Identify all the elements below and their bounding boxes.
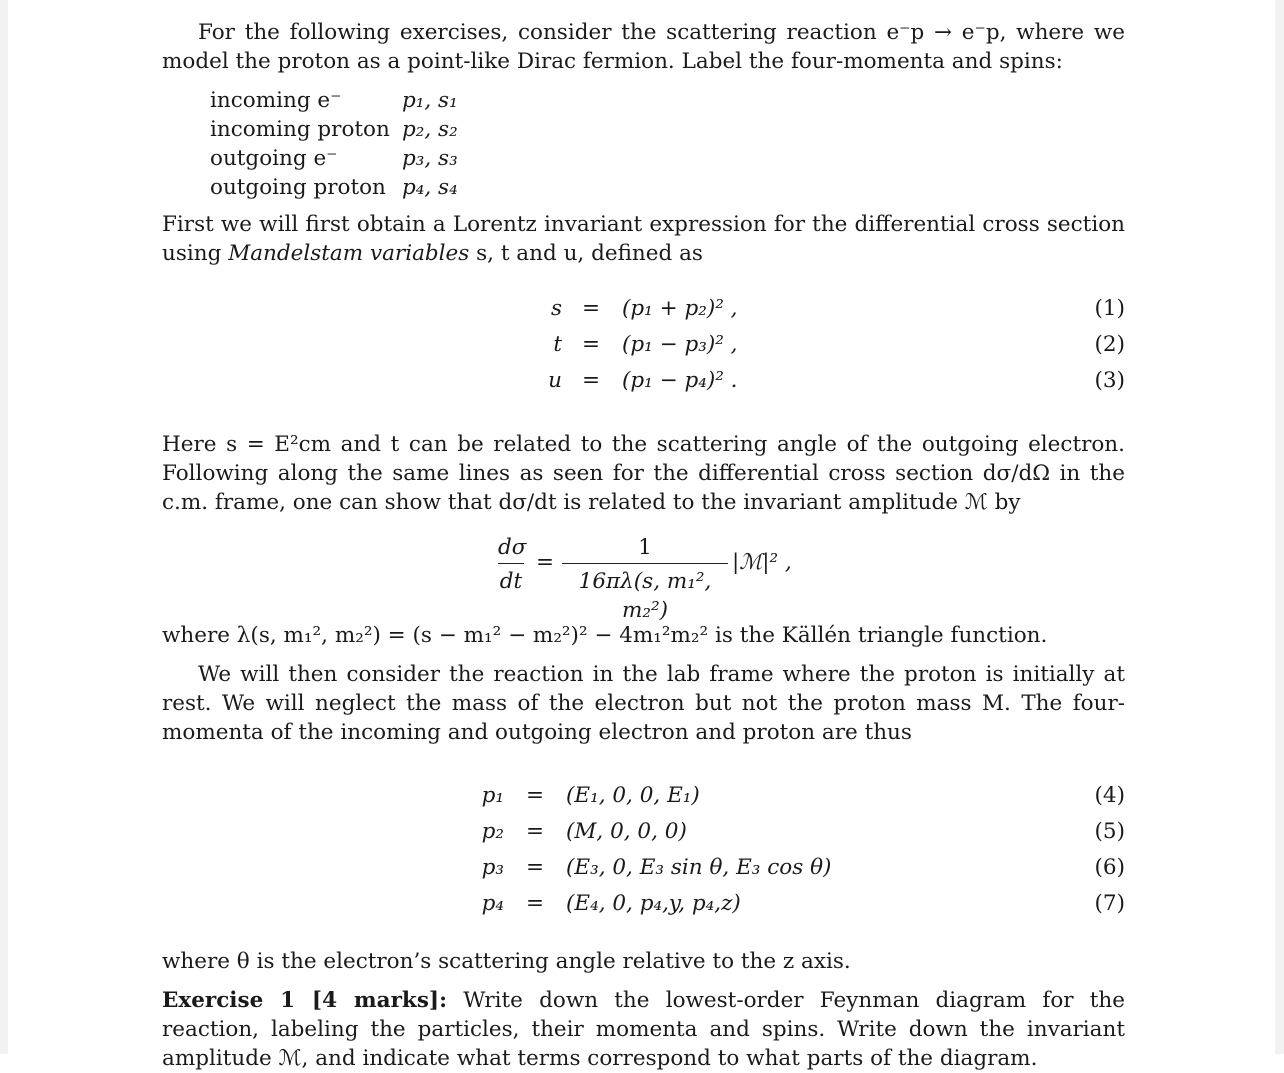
mandelstam-paragraph: [162, 210, 1125, 268]
rhs-denominator: 16πλ(s, m₁², m₂²): [578, 569, 712, 623]
momenta-label-table: [210, 86, 458, 202]
equation-row: [162, 366, 1125, 402]
lab-momenta-equations: [162, 781, 1125, 925]
equation-row: [162, 889, 1125, 925]
equals-sign: =: [525, 783, 544, 808]
equation-row: [162, 294, 1125, 330]
equation-number: (7): [1094, 891, 1125, 916]
equation-row: [162, 817, 1125, 853]
kallen-paragraph: where λ(s, m₁², m₂²) = (s − m₁² − m₂²)² − 4m₁²m₂² is the Källén triangle function.: [162, 623, 1048, 648]
equation-number: (5): [1094, 819, 1125, 844]
equation-rhs: (p₁ − p₃)² ,: [622, 332, 738, 357]
particle-vars: p₁, s₁: [402, 88, 458, 113]
label-row: [210, 115, 458, 144]
equation-row: [162, 853, 1125, 889]
amplitude-squared: |ℳ|² ,: [732, 550, 792, 575]
particle-vars: p₄, s₄: [402, 175, 458, 200]
equals-sign: =: [536, 550, 555, 575]
equation-rhs: (E₄, 0, p₄,y, p₄,z): [566, 891, 741, 916]
theta-note: where θ is the electron’s scattering angle relative to the z axis.: [162, 949, 851, 974]
equation-lhs: p₄: [481, 891, 504, 916]
particle-vars: p₂, s₂: [402, 117, 458, 142]
particle-name: incoming proton: [210, 117, 390, 142]
equals-sign: =: [525, 891, 544, 916]
particle-name: incoming e⁻: [210, 88, 342, 113]
equation-number: (2): [1094, 332, 1125, 357]
mandelstam-equations: [162, 294, 1125, 402]
fraction-bar: [498, 563, 524, 564]
equation-number: (3): [1094, 368, 1125, 393]
cross-section-formula: [162, 525, 1125, 623]
page-edge-right: [1275, 0, 1284, 1054]
equals-sign: =: [581, 296, 600, 321]
exercise-paragraph: [162, 986, 1125, 1073]
equation-row: [162, 781, 1125, 817]
equation-lhs: t: [553, 332, 562, 357]
particle-name: outgoing proton: [210, 175, 386, 200]
particle-vars: p₃, s₃: [402, 146, 458, 171]
lab-frame-paragraph: We will then consider the reaction in the lab frame where the proton is initially at rest. We will neglect the mass of the electron but not the proton mass M. The four-momenta of the incoming and outgoing electron and proton are thus: [162, 662, 1125, 745]
lhs-fraction: [498, 533, 527, 596]
page-edge-left: [0, 0, 8, 1054]
exercise-label: Exercise 1 [4 marks]:: [162, 988, 448, 1013]
equation-lhs: p₂: [481, 819, 504, 844]
lhs-denominator: dt: [499, 569, 523, 594]
equation-rhs: (p₁ − p₄)² .: [622, 368, 738, 393]
equation-rhs: (E₁, 0, 0, E₁): [566, 783, 700, 808]
equation-rhs: (p₁ + p₂)² ,: [622, 296, 738, 321]
equation-lhs: u: [548, 368, 562, 393]
equation-number: (6): [1094, 855, 1125, 880]
equation-number: (4): [1094, 783, 1125, 808]
equation-rhs: (E₃, 0, E₃ sin θ, E₃ cos θ): [566, 855, 832, 880]
rhs-numerator: 1: [638, 535, 652, 560]
mandelstam-text-before: First we will first obtain a Lorentz invariant expression for the differential cross section using: [162, 212, 1125, 266]
equation-rhs: (M, 0, 0, 0): [566, 819, 687, 844]
equals-sign: =: [581, 332, 600, 357]
equals-sign: =: [525, 819, 544, 844]
equation-row: [162, 330, 1125, 366]
fraction-bar: [562, 563, 728, 564]
equation-lhs: s: [550, 296, 562, 321]
equals-sign: =: [525, 855, 544, 880]
mandelstam-text-after: s, t and u, defined as: [469, 241, 703, 266]
equals-sign: =: [581, 368, 600, 393]
equation-lhs: p₁: [481, 783, 504, 808]
intro-paragraph: For the following exercises, consider the scattering reaction e⁻p → e⁻p, where we model the proton as a point-like Dirac fermion. Label the four-momenta and spins:: [162, 20, 1125, 74]
here-paragraph: Here s = E²cm and t can be related to the scattering angle of the outgoing electron. Following along the same lines as seen for the differential cross section dσ/dΩ in the c.m. frame, one can show that dσ/dt is related to the invariant amplitude ℳ by: [162, 432, 1125, 515]
equation-lhs: p₃: [481, 855, 504, 880]
document-page: [162, 18, 1125, 1073]
lhs-numerator: dσ: [498, 535, 527, 560]
exercise-text: Write down the lowest-order Feynman diagram for the reaction, labeling the particles, their momenta and spins. Write down the invariant amplitude ℳ, and indicate what terms correspond to what parts of the diagram.: [162, 988, 1126, 1071]
particle-name: outgoing e⁻: [210, 146, 338, 171]
equation-number: (1): [1094, 296, 1125, 321]
rhs-fraction: [562, 533, 728, 625]
label-row: [210, 173, 458, 202]
label-row: [210, 86, 458, 115]
mandelstam-term: Mandelstam variables: [228, 241, 470, 266]
label-row: [210, 144, 458, 173]
